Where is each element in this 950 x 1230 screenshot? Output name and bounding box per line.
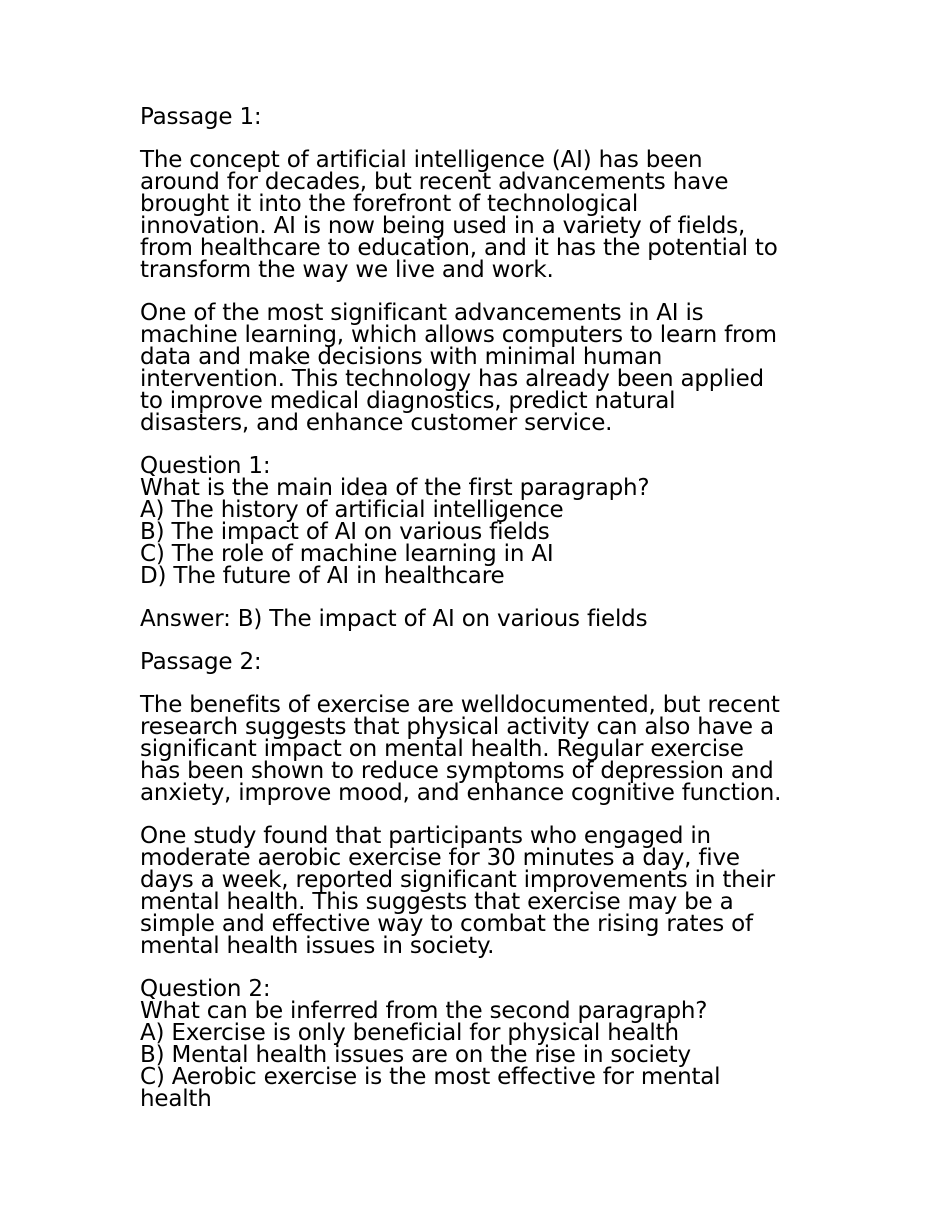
answer-option: C) The role of machine learning in AI xyxy=(140,541,554,567)
passage-heading-text: Passage 2: xyxy=(140,649,262,675)
question-heading: Question 2: xyxy=(140,976,271,1002)
paragraph-line: moderate aerobic exercise for 30 minutes a day, five xyxy=(140,845,740,871)
paragraph-line: One study found that participants who engaged in xyxy=(140,823,711,849)
paragraph-line: intervention. This technology has already been applied xyxy=(140,366,764,392)
paragraph-line: mental health issues in society. xyxy=(140,933,495,959)
paragraph-line: has been shown to reduce symptoms of depression and xyxy=(140,758,774,784)
answer-option: C) Aerobic exercise is the most effective for mental xyxy=(140,1064,721,1090)
question-1 xyxy=(140,455,820,587)
paragraph-line: innovation. AI is now being used in a variety of fields, xyxy=(140,213,746,239)
passage-heading-text: Passage 1: xyxy=(140,104,262,130)
paragraph-line: from healthcare to education, and it has the potential to xyxy=(140,235,778,261)
passage-2-heading xyxy=(140,651,820,673)
paragraph-line: One of the most significant advancements in AI is xyxy=(140,300,704,326)
passage-2-paragraph-2 xyxy=(140,825,820,957)
paragraph-line: around for decades, but recent advancements have xyxy=(140,169,729,195)
paragraph-line: brought it into the forefront of technological xyxy=(140,191,639,217)
paragraph-line: disasters, and enhance customer service. xyxy=(140,410,613,436)
answer-option: A) Exercise is only beneficial for physical health xyxy=(140,1020,679,1046)
question-2 xyxy=(140,978,820,1110)
paragraph-line: research suggests that physical activity can also have a xyxy=(140,714,774,740)
passage-1-paragraph-1 xyxy=(140,149,820,281)
paragraph-line: days a week, reported significant improvements in their xyxy=(140,867,775,893)
answer-option: D) The future of AI in healthcare xyxy=(140,563,505,589)
answer-1 xyxy=(140,608,820,630)
question-prompt: What is the main idea of the first paragraph? xyxy=(140,475,650,501)
paragraph-line: The concept of artificial intelligence (AI) has been xyxy=(140,147,703,173)
paragraph-line: significant impact on mental health. Regular exercise xyxy=(140,736,744,762)
paragraph-line: to improve medical diagnostics, predict natural xyxy=(140,388,676,414)
paragraph-line: simple and effective way to combat the rising rates of xyxy=(140,911,753,937)
paragraph-line: anxiety, improve mood, and enhance cognitive function. xyxy=(140,780,782,806)
question-heading: Question 1: xyxy=(140,453,271,479)
answer-option: B) Mental health issues are on the rise in society xyxy=(140,1042,691,1068)
document-page xyxy=(140,106,820,1131)
passage-1-paragraph-2 xyxy=(140,302,820,434)
paragraph-line: machine learning, which allows computers to learn from xyxy=(140,322,777,348)
paragraph-line: transform the way we live and work. xyxy=(140,257,554,283)
answer-option: A) The history of artificial intelligence xyxy=(140,497,564,523)
paragraph-line: data and make decisions with minimal human xyxy=(140,344,663,370)
paragraph-line: mental health. This suggests that exercise may be a xyxy=(140,889,734,915)
paragraph-line: The benefits of exercise are welldocumented, but recent xyxy=(140,692,780,718)
answer-option: health xyxy=(140,1086,212,1112)
answer-option: B) The impact of AI on various fields xyxy=(140,519,550,545)
answer-text: Answer: B) The impact of AI on various fields xyxy=(140,606,648,632)
question-prompt: What can be inferred from the second paragraph? xyxy=(140,998,708,1024)
passage-1-heading xyxy=(140,106,820,128)
passage-2-paragraph-1 xyxy=(140,694,820,804)
